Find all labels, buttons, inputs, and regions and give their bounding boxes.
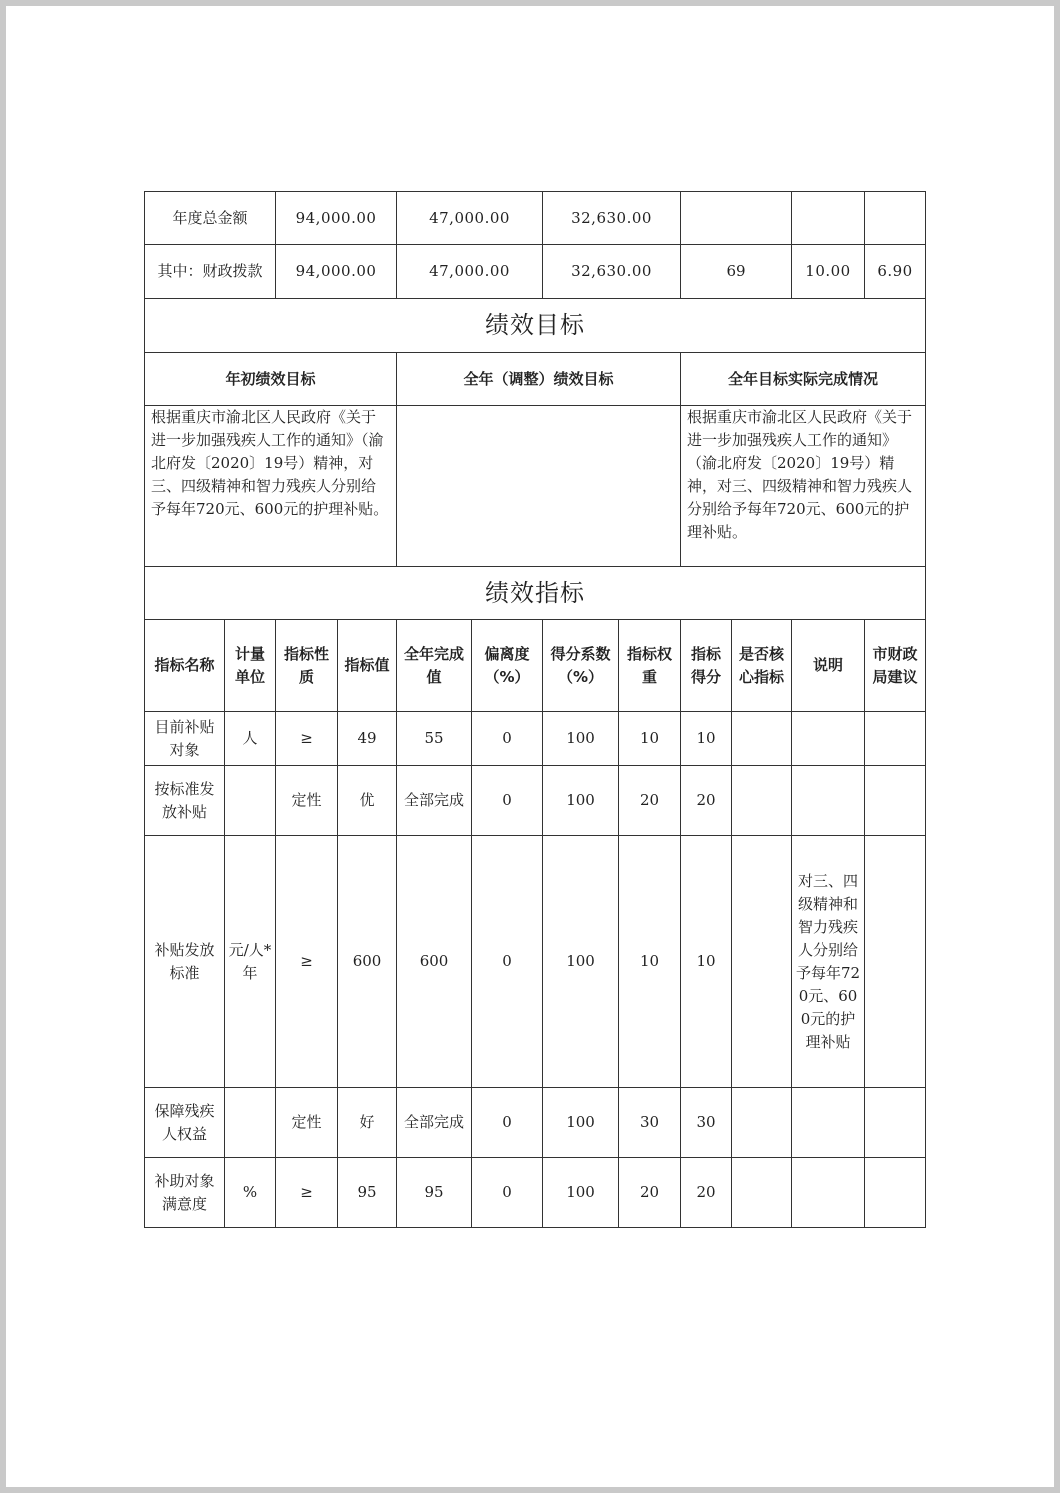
indicator-unit: 人 bbox=[225, 712, 276, 766]
indicator-done: 全部完成 bbox=[397, 1088, 472, 1158]
document-page bbox=[6, 6, 1054, 1487]
indicator-score: 20 bbox=[681, 1158, 732, 1228]
col-header: 全年完成值 bbox=[397, 620, 472, 712]
fund-value bbox=[681, 192, 792, 245]
col-header: 指标得分 bbox=[681, 620, 732, 712]
indicator-advice bbox=[865, 836, 926, 1088]
indicator-unit: % bbox=[225, 1158, 276, 1228]
indicator-name: 目前补贴对象 bbox=[145, 712, 225, 766]
indicator-note bbox=[792, 712, 865, 766]
col-header: 指标权重 bbox=[619, 620, 681, 712]
indicator-score: 30 bbox=[681, 1088, 732, 1158]
indicator-advice bbox=[865, 1088, 926, 1158]
section-title-goals: 绩效目标 bbox=[145, 299, 926, 353]
col-header: 是否核心指标 bbox=[732, 620, 792, 712]
indicator-coefficient: 100 bbox=[543, 1158, 619, 1228]
fund-value: 10.00 bbox=[792, 245, 865, 299]
fund-row-total bbox=[145, 192, 926, 245]
fund-value: 32,630.00 bbox=[543, 245, 681, 299]
indicator-advice bbox=[865, 712, 926, 766]
fund-value: 6.90 bbox=[865, 245, 926, 299]
indicator-core bbox=[732, 1088, 792, 1158]
indicator-name: 保障残疾人权益 bbox=[145, 1088, 225, 1158]
indicators-header-row bbox=[145, 620, 926, 712]
indicator-note: 对三、四级精神和智力残疾人分别给予每年720元、600元的护理补贴 bbox=[792, 836, 865, 1088]
fund-row-fiscal bbox=[145, 245, 926, 299]
table-row bbox=[145, 712, 926, 766]
indicator-unit bbox=[225, 1088, 276, 1158]
col-header: 偏离度（%） bbox=[472, 620, 543, 712]
col-header: 市财政局建议 bbox=[865, 620, 926, 712]
fund-value: 94,000.00 bbox=[276, 192, 397, 245]
goals-header-row bbox=[145, 353, 926, 406]
actual-completion-text: 根据重庆市渝北区人民政府《关于进一步加强残疾人工作的通知》（渝北府发〔2020〕19号）精神，对三、四级精神和智力残疾人分别给予每年720元、600元的护理补贴。 bbox=[681, 406, 926, 567]
goals-content-row bbox=[145, 406, 926, 567]
indicator-deviation: 0 bbox=[472, 1158, 543, 1228]
fund-value: 47,000.00 bbox=[397, 245, 543, 299]
indicator-score: 20 bbox=[681, 766, 732, 836]
goal-header: 全年（调整）绩效目标 bbox=[397, 353, 681, 406]
fund-value: 47,000.00 bbox=[397, 192, 543, 245]
col-header: 指标性质 bbox=[276, 620, 338, 712]
col-header: 指标值 bbox=[338, 620, 397, 712]
indicator-score: 10 bbox=[681, 712, 732, 766]
goal-header: 年初绩效目标 bbox=[145, 353, 397, 406]
indicator-name: 补助对象满意度 bbox=[145, 1158, 225, 1228]
indicator-value: 600 bbox=[338, 836, 397, 1088]
indicator-done: 55 bbox=[397, 712, 472, 766]
indicator-coefficient: 100 bbox=[543, 836, 619, 1088]
col-header: 得分系数（%） bbox=[543, 620, 619, 712]
table-row bbox=[145, 1158, 926, 1228]
indicator-advice bbox=[865, 1158, 926, 1228]
indicator-value: 好 bbox=[338, 1088, 397, 1158]
fund-value bbox=[865, 192, 926, 245]
indicator-advice bbox=[865, 766, 926, 836]
fund-value: 32,630.00 bbox=[543, 192, 681, 245]
indicator-unit: 元/人*年 bbox=[225, 836, 276, 1088]
table-row bbox=[145, 766, 926, 836]
table-row bbox=[145, 1088, 926, 1158]
fund-value: 94,000.00 bbox=[276, 245, 397, 299]
indicator-weight: 10 bbox=[619, 712, 681, 766]
goal-header: 全年目标实际完成情况 bbox=[681, 353, 926, 406]
indicator-name: 补贴发放标准 bbox=[145, 836, 225, 1088]
indicator-value: 49 bbox=[338, 712, 397, 766]
indicator-done: 95 bbox=[397, 1158, 472, 1228]
indicator-nature: ≥ bbox=[276, 712, 338, 766]
indicator-weight: 30 bbox=[619, 1088, 681, 1158]
indicator-nature: 定性 bbox=[276, 766, 338, 836]
col-header: 指标名称 bbox=[145, 620, 225, 712]
indicator-nature: ≥ bbox=[276, 1158, 338, 1228]
indicator-name: 按标准发放补贴 bbox=[145, 766, 225, 836]
indicator-weight: 20 bbox=[619, 1158, 681, 1228]
indicator-value: 95 bbox=[338, 1158, 397, 1228]
indicator-note bbox=[792, 766, 865, 836]
indicator-coefficient: 100 bbox=[543, 712, 619, 766]
indicator-unit bbox=[225, 766, 276, 836]
indicator-core bbox=[732, 1158, 792, 1228]
indicator-deviation: 0 bbox=[472, 766, 543, 836]
indicator-weight: 20 bbox=[619, 766, 681, 836]
indicator-deviation: 0 bbox=[472, 836, 543, 1088]
fund-value bbox=[792, 192, 865, 245]
performance-table bbox=[144, 191, 926, 1228]
fund-label: 年度总金额 bbox=[145, 192, 276, 245]
indicator-score: 10 bbox=[681, 836, 732, 1088]
indicator-note bbox=[792, 1158, 865, 1228]
adjusted-goal-text bbox=[397, 406, 681, 567]
indicator-core bbox=[732, 712, 792, 766]
indicator-deviation: 0 bbox=[472, 712, 543, 766]
indicator-nature: 定性 bbox=[276, 1088, 338, 1158]
indicator-weight: 10 bbox=[619, 836, 681, 1088]
indicator-core bbox=[732, 766, 792, 836]
indicator-note bbox=[792, 1088, 865, 1158]
indicator-coefficient: 100 bbox=[543, 766, 619, 836]
indicator-done: 全部完成 bbox=[397, 766, 472, 836]
indicator-value: 优 bbox=[338, 766, 397, 836]
table-row bbox=[145, 836, 926, 1088]
indicator-core bbox=[732, 836, 792, 1088]
fund-value: 69 bbox=[681, 245, 792, 299]
section-title-indicators: 绩效指标 bbox=[145, 567, 926, 620]
indicator-nature: ≥ bbox=[276, 836, 338, 1088]
indicator-deviation: 0 bbox=[472, 1088, 543, 1158]
indicator-done: 600 bbox=[397, 836, 472, 1088]
initial-goal-text: 根据重庆市渝北区人民政府《关于进一步加强残疾人工作的通知》（渝北府发〔2020〕19号）精神，对三、四级精神和智力残疾人分别给予每年720元、600元的护理补贴。 bbox=[145, 406, 397, 567]
indicator-coefficient: 100 bbox=[543, 1088, 619, 1158]
col-header: 说明 bbox=[792, 620, 865, 712]
col-header: 计量单位 bbox=[225, 620, 276, 712]
fund-label: 其中：财政拨款 bbox=[145, 245, 276, 299]
